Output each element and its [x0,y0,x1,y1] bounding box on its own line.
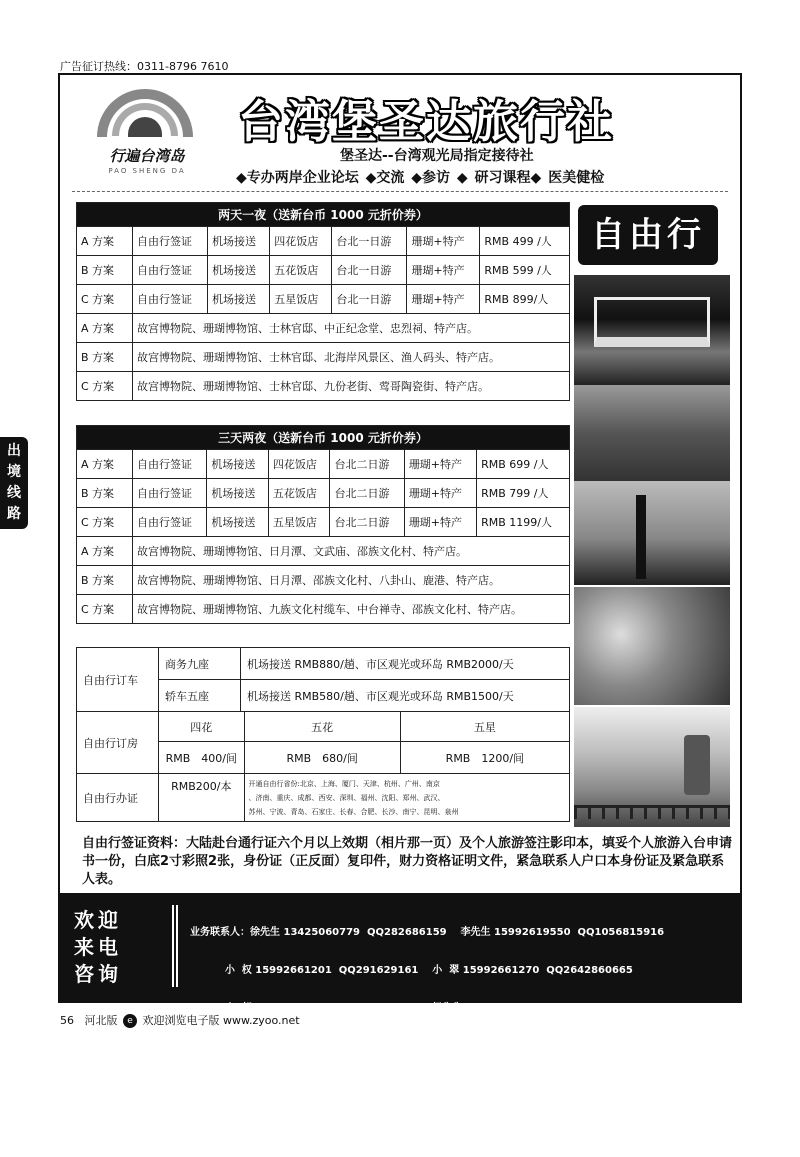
visa-requirements: 自由行签证资料：大陆赴台通行证六个月以上效期（相片那一页）及个人旅游签注影印本，填妥个人旅游入台申请书一份，白底2寸彩照2张，身份证（正反面）复印件，财力资格证明文件，紧急联系人户口本身份证及紧急联系人表。 [82,836,733,887]
visa-label: 自由行办证 [77,774,159,822]
hotel-cell: 四花饭店 [268,450,330,479]
logo-text: 行遍台湾岛 [109,147,185,165]
footer [60,1012,300,1028]
table-row [77,314,570,343]
plan-cell: A 方案 [77,537,133,566]
price-cell: RMB 799 /人 [477,479,570,508]
plan-cell: A 方案 [77,227,133,256]
tour-cell: 台北一日游 [332,256,407,285]
tour-cell: 台北一日游 [332,227,407,256]
route-cell: 故宫博物院、珊瑚博物馆、士林官邸、九份老街、莺哥陶瓷街、特产店。 [133,372,570,401]
visa-cities [244,774,569,822]
page-number: 56 [60,1014,74,1027]
logo [92,87,202,187]
transfer-cell: 机场接送 [207,508,269,537]
hotel-cell: 五星饭店 [268,508,330,537]
transfer-cell: 机场接送 [208,256,270,285]
divider [72,191,728,192]
tour-cell: 台北一日游 [332,285,407,314]
price-cell: RMB 699 /人 [477,450,570,479]
visa-cell: 自由行签证 [133,450,207,479]
edition: 河北版 [84,1014,118,1027]
route-cell: 故宫博物院、珊瑚博物馆、士林官邸、中正纪念堂、忠烈祠、特产店。 [133,314,570,343]
welcome-line: 咨询 [74,962,122,986]
table-row [77,566,570,595]
table-row [77,712,570,742]
contact-line: 台湾公司地址：台北市罗斯福路三段231号5楼之2 网址：http://www.golfer.com.tw/ [190,1118,595,1130]
stele-icon [684,735,710,795]
plan-cell: C 方案 [77,372,133,401]
palace-icon [594,297,710,347]
room-class: 五星 [400,712,569,742]
price-cell: RMB 499 /人 [480,227,570,256]
price-cell: RMB 599 /人 [480,256,570,285]
tour-cell: 台北二日游 [330,450,404,479]
transfer-cell: 机场接送 [208,285,270,314]
e-icon: e [123,1014,137,1028]
cities-line: 苏州、宁波、青岛、石家庄、长春、合肥、长沙、南宁、昆明、泉州 [248,807,459,816]
coral-photo [574,587,730,705]
hotel-cell: 五花饭店 [270,256,332,285]
subtitle: 堡圣达--台湾观光局指定接待社 [340,148,534,164]
cities-line: 、济南、重庆、成都、西安、深圳、福州、沈阳、郑州、武汉、 [248,793,445,802]
table-row [77,343,570,372]
hotel-cell: 五花饭店 [268,479,330,508]
gift-cell: 珊瑚+特产 [407,227,480,256]
plan-cell: B 方案 [77,479,133,508]
contact-line: 联系人：蔡长荣 董事长00886-23658133 台湾手机 00886-978321908 [190,1080,537,1092]
hotline: 广告征订热线：0311-8796 7610 [60,60,229,73]
route-cell: 故宫博物院、珊瑚博物馆、日月潭、文武庙、邵族文化村、特产店。 [133,537,570,566]
car-desc: 机场接送 RMB580/趟、市区观光或环岛 RMB1500/天 [241,680,570,712]
contact-line: 大陆负责人：徐小姐 13923362830 QQ228808316 [190,1041,447,1053]
visa-cell: 自由行签证 [133,227,208,256]
contact-lines [190,901,664,1157]
price-cell: RMB 1199/人 [477,508,570,537]
tour-cell: 台北二日游 [330,479,404,508]
welcome-text [74,907,164,988]
tab-char: 线 [7,485,21,501]
gift-cell: 珊瑚+特产 [407,256,480,285]
gift-cell: 珊瑚+特产 [404,479,476,508]
transfer-cell: 机场接送 [207,450,269,479]
table-row [77,479,570,508]
service-table [76,647,570,822]
car-label: 自由行订车 [77,648,159,712]
tour-cell: 台北二日游 [330,508,404,537]
gift-cell: 珊瑚+特产 [407,285,480,314]
contact-line: 小 权 15992661201 QQ291629161 小 翠 15992661270 QQ2642860665 [190,964,633,976]
route-cell: 故宫博物院、珊瑚博物馆、九族文化村缆车、中台禅寺、邵族文化村、特产店。 [133,595,570,624]
room-price: RMB 680/间 [244,742,400,774]
route-cell: 故宫博物院、珊瑚博物馆、日月潭、邵族文化村、八卦山、鹿港、特产店。 [133,566,570,595]
welcome-line: 来电 [74,935,122,959]
contact-line: 小 胡 13622963058 QQ369484539 杨先生 18926941898 QQ2517280300 [190,1003,636,1015]
divider [172,905,178,987]
two-day-table [76,202,570,401]
sun-moon-lake-photo [574,707,730,827]
gift-cell: 珊瑚+特产 [404,450,476,479]
room-class: 五花 [244,712,400,742]
plan-cell: C 方案 [77,595,133,624]
car-desc: 机场接送 RMB880/趟、市区观光或环岛 RMB2000/天 [241,648,570,680]
features: ◆专办两岸企业论坛 ◆交流 ◆参访 ◆ 研习课程◆ 医美健检 [236,170,605,186]
table-row [77,648,570,680]
room-price: RMB 1200/间 [400,742,569,774]
tab-char: 出 [7,443,21,459]
free-travel-badge: 自由行 [578,205,718,265]
visa-price: RMB200/本 [159,774,245,822]
plan-cell: B 方案 [77,343,133,372]
cities-line: 开通自由行省份:北京、上海、厦门、天津、杭州、广州、南京 [248,779,440,788]
plan-cell: B 方案 [77,566,133,595]
car-type: 轿车五座 [159,680,241,712]
visa-cell: 自由行签证 [133,508,207,537]
visa-cell: 自由行签证 [133,479,207,508]
room-label: 自由行订房 [77,712,159,774]
logo-en-text: PAO SHENG DA [108,167,186,175]
table-row [77,227,570,256]
plan-cell: C 方案 [77,508,133,537]
room-class: 四花 [159,712,245,742]
car-type: 商务九座 [159,648,241,680]
room-price: RMB 400/间 [159,742,245,774]
tower-icon [636,495,646,579]
plan-cell: B 方案 [77,256,133,285]
memorial-hall-photo [574,275,730,385]
table-row [77,285,570,314]
tab-char: 路 [7,506,21,522]
welcome-line: 欢迎 [74,908,122,932]
plan-cell: C 方案 [77,285,133,314]
price-cell: RMB 899/人 [480,285,570,314]
table-row [77,774,570,822]
plan-cell: A 方案 [77,314,133,343]
visa-cell: 自由行签证 [133,256,208,285]
footer-link[interactable]: 欢迎浏览电子版 www.zyoo.net [142,1014,300,1027]
taipei-101-photo [574,481,730,585]
table-row [77,450,570,479]
plan-cell: A 方案 [77,450,133,479]
hotel-cell: 五星饭店 [270,285,332,314]
table-row [77,595,570,624]
gift-cell: 珊瑚+特产 [404,508,476,537]
three-day-header: 三天两夜（送新台币 1000 元折价券） [77,426,570,450]
three-day-table [76,425,570,624]
transfer-cell: 机场接送 [207,479,269,508]
hotel-cell: 四花饭店 [270,227,332,256]
table-row [77,537,570,566]
visa-cell: 自由行签证 [133,285,208,314]
table-row [77,372,570,401]
contact-line: 业务联系人：徐先生 13425060779 QQ282686159 李先生 15992619550 QQ1056815916 [190,926,665,938]
two-day-header: 两天一夜（送新台币 1000 元折价券） [77,203,570,227]
tab-char: 境 [7,464,21,480]
section-tab [0,437,28,529]
palace-museum-photo [574,385,730,481]
page-title: 台湾堡圣达旅行社 [238,95,615,148]
table-row [77,256,570,285]
table-row [77,508,570,537]
railing-icon [574,805,730,819]
route-cell: 故宫博物院、珊瑚博物馆、士林官邸、北海岸风景区、渔人码头、特产店。 [133,343,570,372]
transfer-cell: 机场接送 [208,227,270,256]
